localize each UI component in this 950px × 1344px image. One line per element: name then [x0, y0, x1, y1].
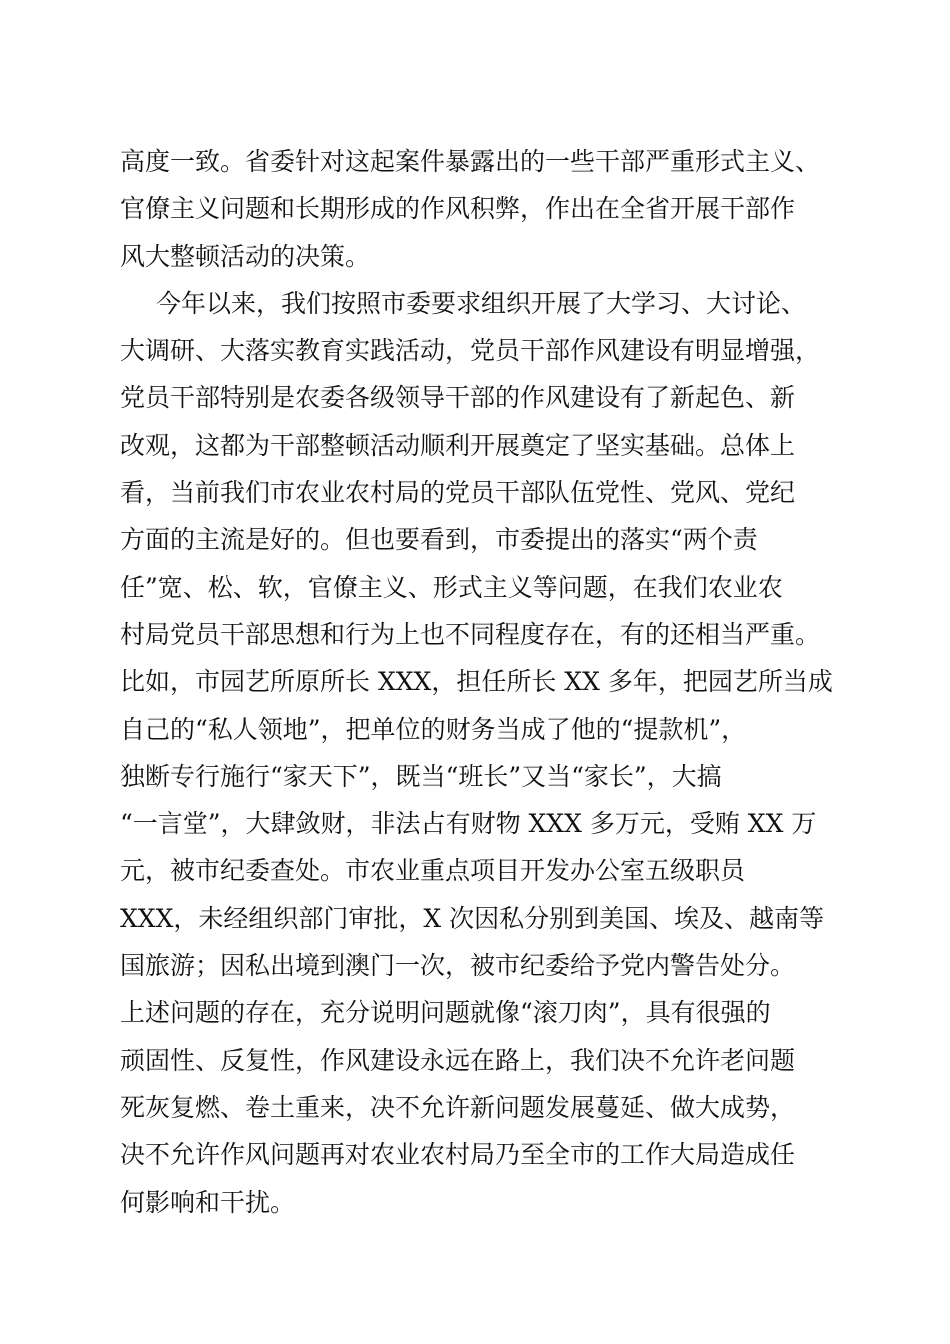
text-line-6: 党员干部特别是农委各级领导干部的作风建设有了新起色、新 — [120, 383, 796, 413]
text-line-19: 上述问题的存在，充分说明问题就像“滚刀肉”，具有很强的 — [120, 998, 771, 1028]
text-line-2: 官僚主义问题和长期形成的作风积弊，作出在全省开展干部作 — [120, 194, 796, 224]
text-line-7: 改观，这都为干部整顿活动顺利开展奠定了坚实基础。总体上 — [120, 430, 796, 460]
text-line-1: 高度一致。省委针对这起案件暴露出的一些干部严重形式主义、 — [120, 147, 821, 176]
text-line-23: 何影响和干扰。 — [120, 1187, 296, 1217]
text-line-14: 独断专行施行“家天下”，既当“班长”又当“家长”，大搞 — [120, 761, 722, 791]
text-line-16: 元，被市纪委查处。市农业重点项目开发办公室五级职员 — [120, 856, 746, 886]
text-line-18: 国旅游；因私出境到澳门一次，被市纪委给予党内警告处分。 — [120, 951, 796, 981]
text-line-11: 村局党员干部思想和行为上也不同程度存在，有的还相当严重。 — [120, 619, 821, 649]
paragraph-start-line: 今年以来，我们按照市委要求组织开展了大学习、大讨论、 — [156, 288, 807, 318]
text-line-3: 风大整顿活动的决策。 — [120, 241, 371, 271]
text-line-8: 看，当前我们市农业农村局的党员干部队伍党性、党风、党纪 — [120, 478, 796, 508]
text-line-9: 方面的主流是好的。但也要看到，市委提出的落实“两个责 — [120, 525, 758, 555]
text-line-22: 决不允许作风问题再对农业农村局乃至全市的工作大局造成任 — [120, 1140, 796, 1170]
text-line-10: 任”宽、松、软，官僚主义、形式主义等问题，在我们农业农 — [120, 572, 783, 602]
text-line-12: 比如，市园艺所原所长 XXX，担任所长 XX 多年，把园艺所当成 — [120, 667, 833, 697]
text-line-20: 顽固性、反复性，作风建设永远在路上，我们决不允许老问题 — [120, 1045, 796, 1075]
body-text — [120, 138, 850, 1226]
text-line-5: 大调研、大落实教育实践活动，党员干部作风建设有明显增强， — [120, 336, 821, 366]
text-line-13: 自己的“私人领地”，把单位的财务当成了他的“提款机”， — [120, 714, 747, 744]
text-line-17: XXX，未经组织部门审批，X 次因私分别到美国、埃及、越南等 — [120, 903, 825, 933]
text-line-15: “一言堂”，大肆敛财，非法占有财物 XXX 多万元，受贿 XX 万 — [120, 809, 817, 839]
text-line-21: 死灰复燃、卷土重来，决不允许新问题发展蔓延、做大成势， — [120, 1092, 796, 1122]
